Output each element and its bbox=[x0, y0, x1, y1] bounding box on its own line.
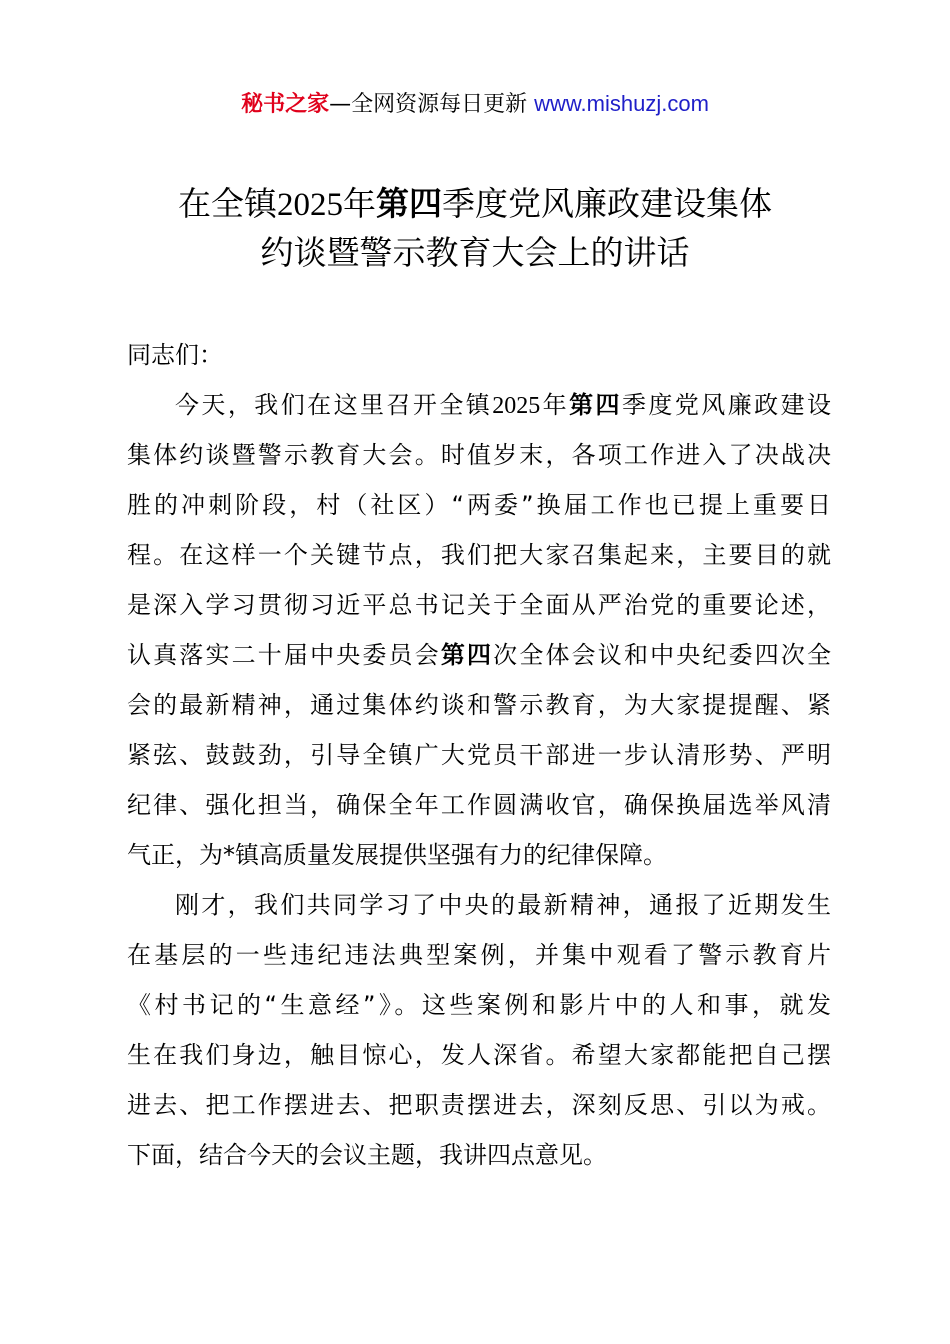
paragraph-line: 胜的冲刺阶段，村（社区）“两委”换届工作也已提上重要日 bbox=[127, 491, 831, 519]
paragraph-line: 刚才，我们共同学习了中央的最新精神，通报了近期发生 bbox=[175, 891, 831, 919]
paragraph-line: 气正，为*镇高质量发展提供坚强有力的纪律保障。 bbox=[127, 841, 667, 869]
paragraph-2 bbox=[127, 880, 831, 1180]
bold-text: 第四 bbox=[440, 641, 494, 669]
bold-text: 第四 bbox=[569, 391, 622, 419]
title-text: 季度党风廉政建设集体 bbox=[442, 184, 772, 223]
title-line-1 bbox=[0, 180, 950, 229]
brand-name: 秘书之家 bbox=[241, 92, 330, 117]
paragraph-line: 进去、把工作摆进去、把职责摆进去，深刻反思、引以为戒。 bbox=[127, 1091, 831, 1119]
text-run: 次全体会议和中央纪委四次全 bbox=[493, 641, 832, 669]
paragraph-line bbox=[127, 380, 831, 430]
text-run: 认真落实二十届中央委员会 bbox=[127, 641, 441, 669]
text-run: 季度党风廉政建设 bbox=[621, 391, 832, 419]
paragraph-line: 集体约谈暨警示教育大会。时值岁末，各项工作进入了决战决 bbox=[127, 441, 831, 469]
document-title bbox=[0, 180, 950, 277]
paragraph-line: 在基层的一些违纪违法典型案例，并集中观看了警示教育片 bbox=[127, 941, 831, 969]
paragraph-line: 纪律、强化担当，确保全年工作圆满收官，确保换届选举风清 bbox=[127, 791, 831, 819]
paragraph-1 bbox=[127, 380, 831, 880]
site-header bbox=[0, 88, 950, 121]
document-body bbox=[127, 330, 831, 1180]
title-text: 年 bbox=[343, 184, 376, 223]
paragraph-line: 是深入学习贯彻习近平总书记关于全面从严治党的重要论述， bbox=[127, 591, 831, 619]
paragraph-line: 生在我们身边，触目惊心，发人深省。希望大家都能把自己摆 bbox=[127, 1041, 831, 1069]
paragraph-line: 会的最新精神，通过集体约谈和警示教育，为大家提提醒、紧 bbox=[127, 691, 831, 719]
paragraph-line: 《村书记的“生意经”》。这些案例和影片中的人和事，就发 bbox=[127, 991, 831, 1019]
site-url-link[interactable]: www.mishuzj.com bbox=[534, 91, 709, 116]
paragraph-line: 程。在这样一个关键节点，我们把大家召集起来，主要目的就 bbox=[127, 541, 831, 569]
paragraph-line: 紧弦、鼓鼓劲，引导全镇广大党员干部进一步认清形势、严明 bbox=[127, 741, 831, 769]
paragraph-line bbox=[127, 630, 831, 680]
paragraph-line: 下面，结合今天的会议主题，我讲四点意见。 bbox=[127, 1141, 607, 1169]
text-run: 年 bbox=[540, 391, 570, 419]
title-bold-text: 第四 bbox=[376, 184, 442, 223]
title-text: 在全镇 bbox=[178, 184, 277, 223]
title-year: 2025 bbox=[277, 187, 343, 223]
year-number: 2025 bbox=[492, 393, 541, 419]
header-tagline: —全网资源每日更新 bbox=[329, 92, 528, 117]
text-run: 今天，我们在这里召开全镇 bbox=[175, 391, 493, 419]
salutation: 同志们： bbox=[127, 341, 223, 369]
title-line-2: 约谈暨警示教育大会上的讲话 bbox=[260, 233, 690, 272]
